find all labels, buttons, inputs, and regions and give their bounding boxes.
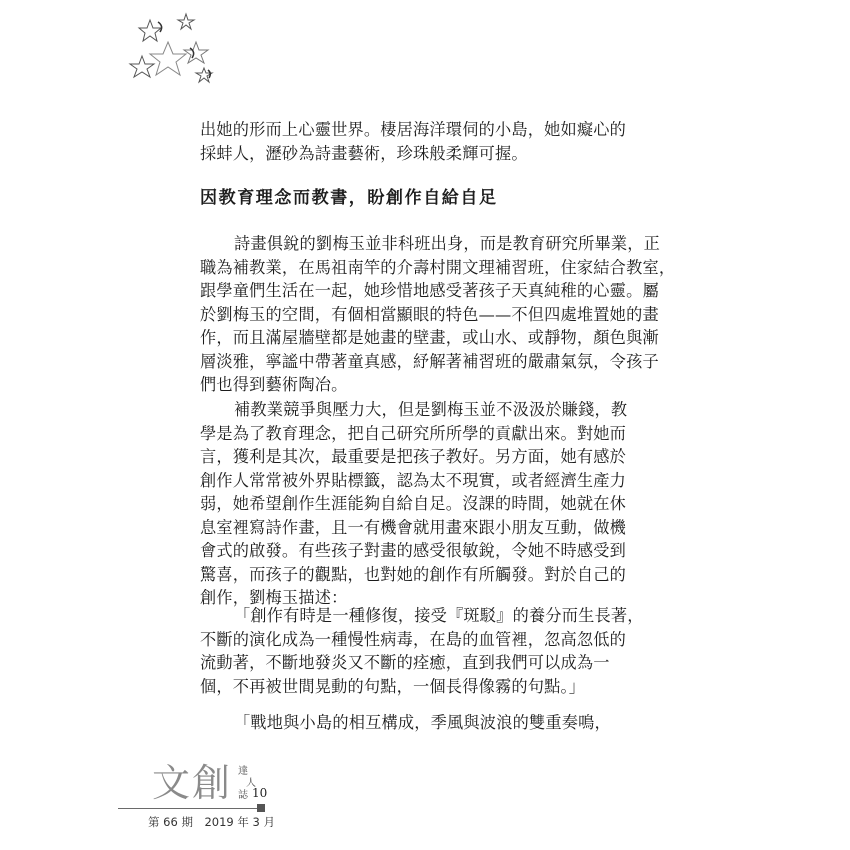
paragraph-1 xyxy=(200,232,676,397)
quote-line: 「創作有時是一種修復，接受『斑駁』的養分而生長著， xyxy=(234,606,644,625)
footer-divider xyxy=(118,808,258,809)
logo-main-text: 文創 xyxy=(152,761,233,805)
intro-line: 採蚌人，瀝砂為詩畫藝術，珍珠般柔輝可握。 xyxy=(200,143,528,163)
section-heading: 因教育理念而教書，盼創作自給自足 xyxy=(200,188,498,208)
quote-line: 「戰地與小島的相互構成，季風與波浪的雙重奏鳴， xyxy=(234,713,611,732)
paragraph-line: 詩畫俱銳的劉梅玉並非科班出身，而是教育研究所畢業，正 xyxy=(234,234,661,253)
star-cluster-icon xyxy=(128,12,228,92)
quote-2 xyxy=(200,711,652,735)
paragraph-line: 作，而且滿屋牆壁都是她畫的壁畫，或山水、或靜物，顏色與漸 xyxy=(200,328,659,347)
logo-small-text: 人 xyxy=(246,778,256,789)
paragraph-2 xyxy=(200,398,652,610)
intro-line: 出她的形而上心靈世界。棲居海洋環伺的小島，她如癡心的 xyxy=(200,120,627,139)
paragraph-line: 言，獲利是其次，最重要是把孩子教好。另方面，她有感於 xyxy=(200,447,627,466)
logo-small-text: 誌 xyxy=(238,790,248,801)
magazine-logo xyxy=(152,752,282,812)
intro-text xyxy=(200,118,652,165)
quote-line: 不斷的演化成為一種慢性病毒，在島的血管裡，忽高忽低的 xyxy=(200,629,627,649)
paragraph-line: 學是為了教育理念，把自己研究所所學的貢獻出來。對她而 xyxy=(200,423,627,443)
footer-square-icon xyxy=(257,804,265,812)
paragraph-line: 跟學童們生活在一起，她珍惜地感受著孩子天真純稚的心靈。屬 xyxy=(200,281,659,300)
paragraph-line: 補教業競爭與壓力大，但是劉梅玉並不汲汲於賺錢，教 xyxy=(234,400,628,419)
quote-line: 流動著，不斷地發炎又不斷的痊癒，直到我們可以成為一 xyxy=(200,653,610,672)
paragraph-line: 會式的啟發。有些孩子對畫的感受很敏銳，令她不時感受到 xyxy=(200,541,627,560)
quote-line: 個，不再被世間晃動的句點，一個長得像霧的句點。」 xyxy=(200,676,586,696)
paragraph-line: 們也得到藝術陶冶。 xyxy=(200,375,348,394)
issue-info: 第 66 期 2019 年 3 月 xyxy=(148,815,275,829)
paragraph-line: 弱，她希望創作生涯能夠自給自足。沒課的時間，她就在休 xyxy=(200,494,627,513)
quote-1 xyxy=(200,604,652,698)
paragraph-line: 職為補教業，在馬祖南竿的介壽村開文理補習班，住家結合教室， xyxy=(200,257,676,277)
paragraph-line: 息室裡寫詩作畫，且一有機會就用畫來跟小朋友互動，做機 xyxy=(200,517,627,537)
paragraph-line: 創作人常常被外界貼標籤，認為太不現實，或者經濟生產力 xyxy=(200,470,627,490)
page-number: 10 xyxy=(252,786,268,800)
paragraph-line: 驚喜，而孩子的觀點，也對她的創作有所觸發。對於自己的 xyxy=(200,564,627,584)
logo-small-text: 達 xyxy=(238,766,248,777)
paragraph-line: 於劉梅玉的空間，有個相當顯眼的特色——不但四處堆置她的畫 xyxy=(200,304,659,324)
paragraph-line: 層淡雅，寧謐中帶著童真感，紓解著補習班的嚴肅氣氛，令孩子 xyxy=(200,351,659,371)
paragraph-line: 創作，劉梅玉描述： xyxy=(200,588,348,607)
